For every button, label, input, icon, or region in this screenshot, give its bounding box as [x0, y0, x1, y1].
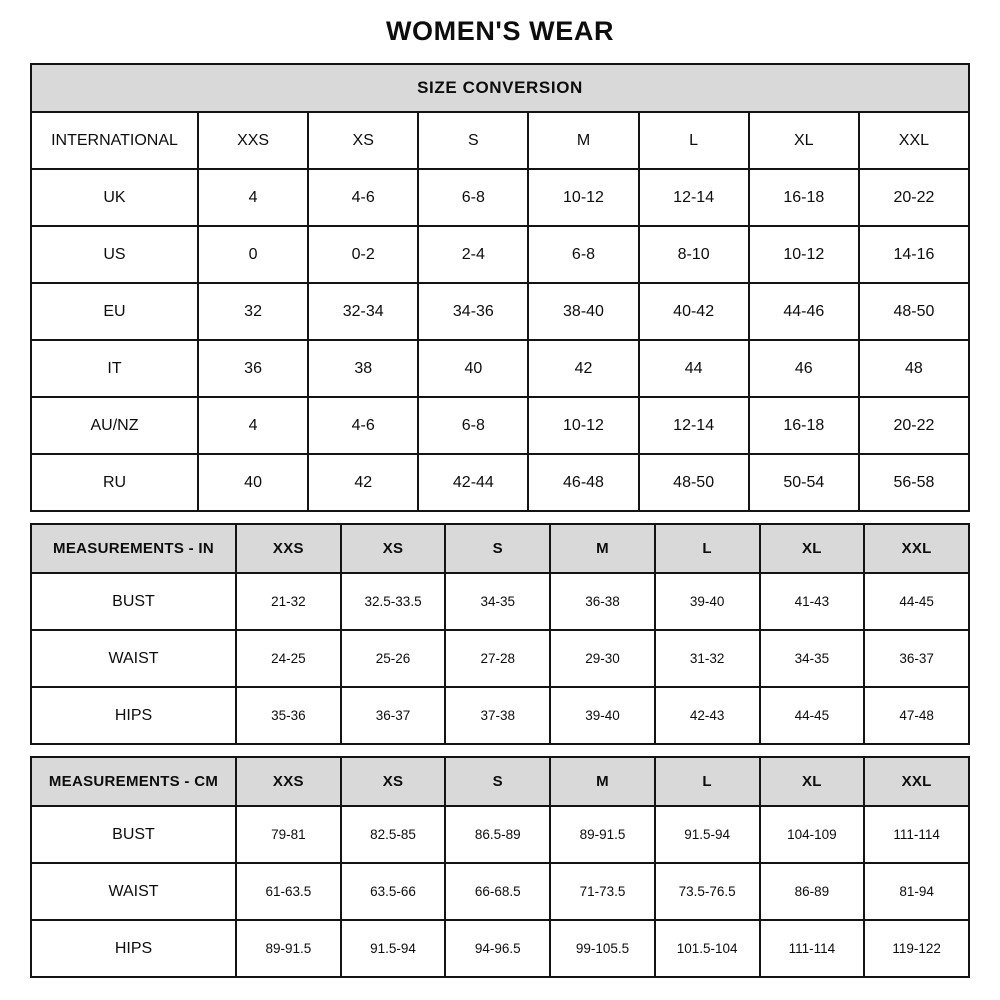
size-column-header: S	[445, 757, 550, 806]
page-title: WOMEN'S WEAR	[385, 16, 615, 46]
size-column-header: M	[550, 524, 655, 573]
table-row	[31, 397, 969, 454]
row-label: AU/NZ	[31, 397, 198, 454]
table-cell: 41-43	[760, 573, 865, 630]
table-cell: 44-45	[864, 573, 969, 630]
size-column-header: M	[528, 112, 638, 169]
table-cell: 104-109	[760, 806, 865, 863]
row-label: HIPS	[31, 920, 236, 977]
table-cell: 24-25	[236, 630, 341, 687]
size-column-header: XXS	[236, 757, 341, 806]
table-cell: 32	[198, 283, 308, 340]
table-cell: 4	[198, 397, 308, 454]
size-column-header: L	[655, 757, 760, 806]
row-label: BUST	[31, 806, 236, 863]
row-label: BUST	[31, 573, 236, 630]
table-cell: 12-14	[639, 397, 749, 454]
table-cell: 32.5-33.5	[341, 573, 446, 630]
measurements-cm-table	[30, 756, 970, 978]
table-header-row	[31, 757, 969, 806]
table-cell: 89-91.5	[236, 920, 341, 977]
table-cell: 36-38	[550, 573, 655, 630]
table-cell: 20-22	[859, 397, 969, 454]
table-cell: 101.5-104	[655, 920, 760, 977]
table-cell: 42-44	[418, 454, 528, 511]
row-label: IT	[31, 340, 198, 397]
table-cell: 37-38	[445, 687, 550, 744]
table-cell: 6-8	[418, 169, 528, 226]
table-cell: 12-14	[639, 169, 749, 226]
size-column-header: XS	[341, 757, 446, 806]
row-label: HIPS	[31, 687, 236, 744]
row-header-label: INTERNATIONAL	[31, 112, 198, 169]
table-cell: 44	[639, 340, 749, 397]
row-label: EU	[31, 283, 198, 340]
table-row	[31, 920, 969, 977]
table-cell: 38-40	[528, 283, 638, 340]
table-cell: 48	[859, 340, 969, 397]
table-cell: 86.5-89	[445, 806, 550, 863]
table-title: SIZE CONVERSION	[31, 64, 969, 112]
table-header-row	[31, 524, 969, 573]
table-cell: 16-18	[749, 169, 859, 226]
table-cell: 66-68.5	[445, 863, 550, 920]
size-column-header: M	[550, 757, 655, 806]
table-cell: 111-114	[864, 806, 969, 863]
table-cell: 36-37	[864, 630, 969, 687]
table-cell: 0-2	[308, 226, 418, 283]
table-cell: 39-40	[550, 687, 655, 744]
table-cell: 10-12	[528, 397, 638, 454]
table-cell: 39-40	[655, 573, 760, 630]
table-cell: 61-63.5	[236, 863, 341, 920]
table-cell: 40	[418, 340, 528, 397]
row-label: UK	[31, 169, 198, 226]
table-cell: 44-46	[749, 283, 859, 340]
size-conversion-table	[30, 63, 970, 512]
table-row	[31, 630, 969, 687]
size-column-header: XXL	[864, 524, 969, 573]
size-column-header: S	[445, 524, 550, 573]
size-column-header: S	[418, 112, 528, 169]
table-row	[31, 169, 969, 226]
row-label: RU	[31, 454, 198, 511]
table-cell: 89-91.5	[550, 806, 655, 863]
table-cell: 6-8	[528, 226, 638, 283]
table-cell: 50-54	[749, 454, 859, 511]
table-cell: 4-6	[308, 169, 418, 226]
size-column-header: XS	[341, 524, 446, 573]
table-cell: 82.5-85	[341, 806, 446, 863]
table-cell: 27-28	[445, 630, 550, 687]
table-cell: 44-45	[760, 687, 865, 744]
table-cell: 21-32	[236, 573, 341, 630]
table-cell: 8-10	[639, 226, 749, 283]
table-row	[31, 226, 969, 283]
table-row	[31, 573, 969, 630]
table-row	[31, 340, 969, 397]
table-cell: 81-94	[864, 863, 969, 920]
table-cell: 79-81	[236, 806, 341, 863]
table-cell: 10-12	[749, 226, 859, 283]
size-column-header: XL	[760, 524, 865, 573]
table-row	[31, 283, 969, 340]
table-cell: 40-42	[639, 283, 749, 340]
table-cell: 36-37	[341, 687, 446, 744]
size-column-header: XS	[308, 112, 418, 169]
table-row	[31, 806, 969, 863]
table-cell: 73.5-76.5	[655, 863, 760, 920]
measurements-in-table	[30, 523, 970, 745]
table-cell: 36	[198, 340, 308, 397]
table-cell: 48-50	[639, 454, 749, 511]
table-cell: 31-32	[655, 630, 760, 687]
table-cell: 10-12	[528, 169, 638, 226]
table-cell: 32-34	[308, 283, 418, 340]
table-cell: 71-73.5	[550, 863, 655, 920]
size-column-header: XXL	[859, 112, 969, 169]
table-cell: 42-43	[655, 687, 760, 744]
size-column-header: XXS	[198, 112, 308, 169]
table-cell: 6-8	[418, 397, 528, 454]
table-cell: 56-58	[859, 454, 969, 511]
table-title-row	[31, 64, 969, 112]
size-column-header: XXL	[864, 757, 969, 806]
table-cell: 91.5-94	[655, 806, 760, 863]
table-cell: 38	[308, 340, 418, 397]
table-cell: 46	[749, 340, 859, 397]
size-column-header: XXS	[236, 524, 341, 573]
table-cell: 46-48	[528, 454, 638, 511]
row-label: US	[31, 226, 198, 283]
table-cell: 40	[198, 454, 308, 511]
table-cell: 34-35	[445, 573, 550, 630]
table-cell: 34-35	[760, 630, 865, 687]
table-cell: 4-6	[308, 397, 418, 454]
table-cell: 35-36	[236, 687, 341, 744]
table-cell: 14-16	[859, 226, 969, 283]
table-cell: 20-22	[859, 169, 969, 226]
table-cell: 4	[198, 169, 308, 226]
table-cell: 16-18	[749, 397, 859, 454]
table-header-row	[31, 112, 969, 169]
size-column-header: L	[639, 112, 749, 169]
table-cell: 111-114	[760, 920, 865, 977]
table-cell: 2-4	[418, 226, 528, 283]
table-cell: 119-122	[864, 920, 969, 977]
table-cell: 25-26	[341, 630, 446, 687]
table-cell: 29-30	[550, 630, 655, 687]
row-header-label: MEASUREMENTS - IN	[31, 524, 236, 573]
table-cell: 86-89	[760, 863, 865, 920]
table-cell: 42	[308, 454, 418, 511]
row-label: WAIST	[31, 863, 236, 920]
size-column-header: XL	[749, 112, 859, 169]
size-column-header: L	[655, 524, 760, 573]
table-row	[31, 687, 969, 744]
table-cell: 48-50	[859, 283, 969, 340]
table-cell: 0	[198, 226, 308, 283]
table-row	[31, 454, 969, 511]
table-row	[31, 863, 969, 920]
row-label: WAIST	[31, 630, 236, 687]
row-header-label: MEASUREMENTS - CM	[31, 757, 236, 806]
table-cell: 63.5-66	[341, 863, 446, 920]
table-cell: 34-36	[418, 283, 528, 340]
table-cell: 99-105.5	[550, 920, 655, 977]
table-cell: 91.5-94	[341, 920, 446, 977]
table-cell: 47-48	[864, 687, 969, 744]
table-cell: 42	[528, 340, 638, 397]
table-cell: 94-96.5	[445, 920, 550, 977]
size-column-header: XL	[760, 757, 865, 806]
